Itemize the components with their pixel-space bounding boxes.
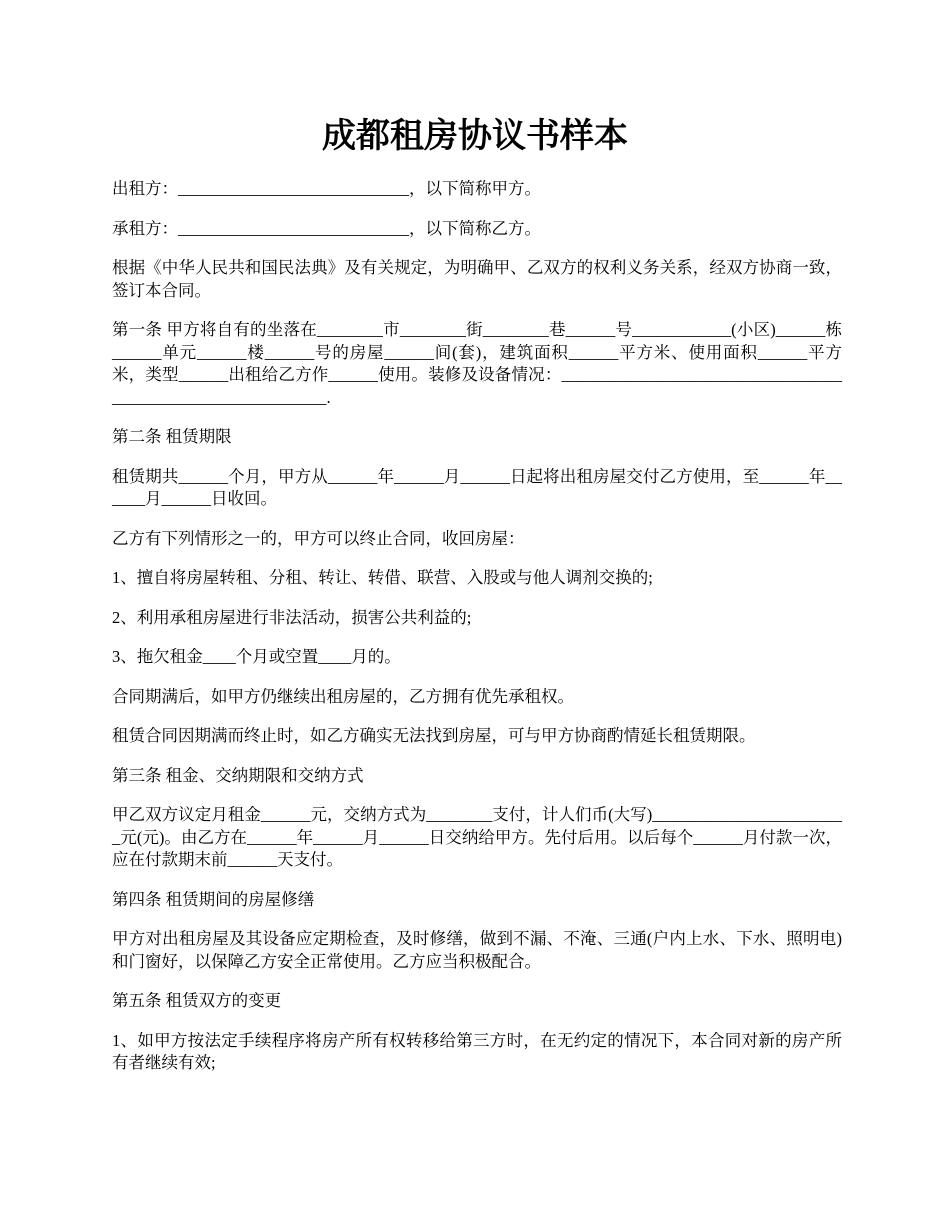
heading-article-2: 第二条 租赁期限 bbox=[112, 427, 232, 446]
paragraph-priority-right: 合同期满后，如甲方仍继续出租房屋的，乙方拥有优先承租权。 bbox=[112, 686, 574, 706]
paragraph-preamble: 根据《中华人民共和国民法典》及有关规定，为明确甲、乙双方的权利义务关系，经双方协商一致，签订本合同。 bbox=[112, 258, 842, 300]
document-body bbox=[112, 178, 842, 1092]
paragraph-termination-intro: 乙方有下列情形之一的，甲方可以终止合同，收回房屋： bbox=[112, 528, 525, 548]
paragraph-extension: 租赁合同因期满而终止时，如乙方确实无法找到房屋，可与甲方协商酌情延长租赁期限。 bbox=[112, 726, 756, 745]
heading-article-3: 第三条 租金、交纳期限和交纳方式 bbox=[112, 765, 364, 785]
heading-article-5: 第五条 租赁双方的变更 bbox=[112, 991, 282, 1010]
heading-article-4: 第四条 租赁期间的房屋修缮 bbox=[112, 889, 315, 909]
list-item-termination-1: 1、擅自将房屋转租、分租、转让、转借、联营、入股或与他人调剂交换的; bbox=[112, 568, 653, 587]
document-title: 成都租房协议书样本 bbox=[322, 116, 628, 156]
paragraph-lessor: 出租方：____________________________，以下简称甲方。 bbox=[112, 179, 541, 198]
list-item-termination-3: 3、拖欠租金____个月或空置____月的。 bbox=[112, 647, 401, 666]
paragraph-lessee: 承租方：____________________________，以下简称乙方。 bbox=[112, 218, 541, 238]
paragraph-rent-payment: 甲乙双方议定月租金______元，交纳方式为________支付，计人们币(大写)________________________元(元)。由乙方在______年______月______日交纳给甲方。先付后用。以后每个______月付款一次，应在付款期末前______天支付。 bbox=[112, 805, 842, 869]
list-item-change-1: 1、如甲方按法定手续程序将房产所有权转移给第三方时，在无约定的情况下，本合同对新的房产所有者继续有效; bbox=[112, 1030, 842, 1072]
list-item-termination-2: 2、利用承租房屋进行非法活动，损害公共利益的; bbox=[112, 607, 472, 627]
paragraph-article-1: 第一条 甲方将自有的坐落在________市________街________巷______号____________(小区)______栋______单元______楼______号的房屋______间(套)，建筑面积______平方米、使用面积______平方米，类型______出租给乙方作______使用。装修及设备情况：____________________________________________________________. bbox=[112, 320, 842, 407]
paragraph-lease-term: 租赁期共______个月，甲方从______年______月______日起将出租房屋交付乙方使用，至______年______月______日收回。 bbox=[112, 466, 842, 508]
paragraph-repairs: 甲方对出租房屋及其设备应定期检查，及时修缮，做到不漏、不淹、三通(户内上水、下水、照明电)和门窗好，以保障乙方安全正常使用。乙方应当积极配合。 bbox=[112, 929, 842, 971]
